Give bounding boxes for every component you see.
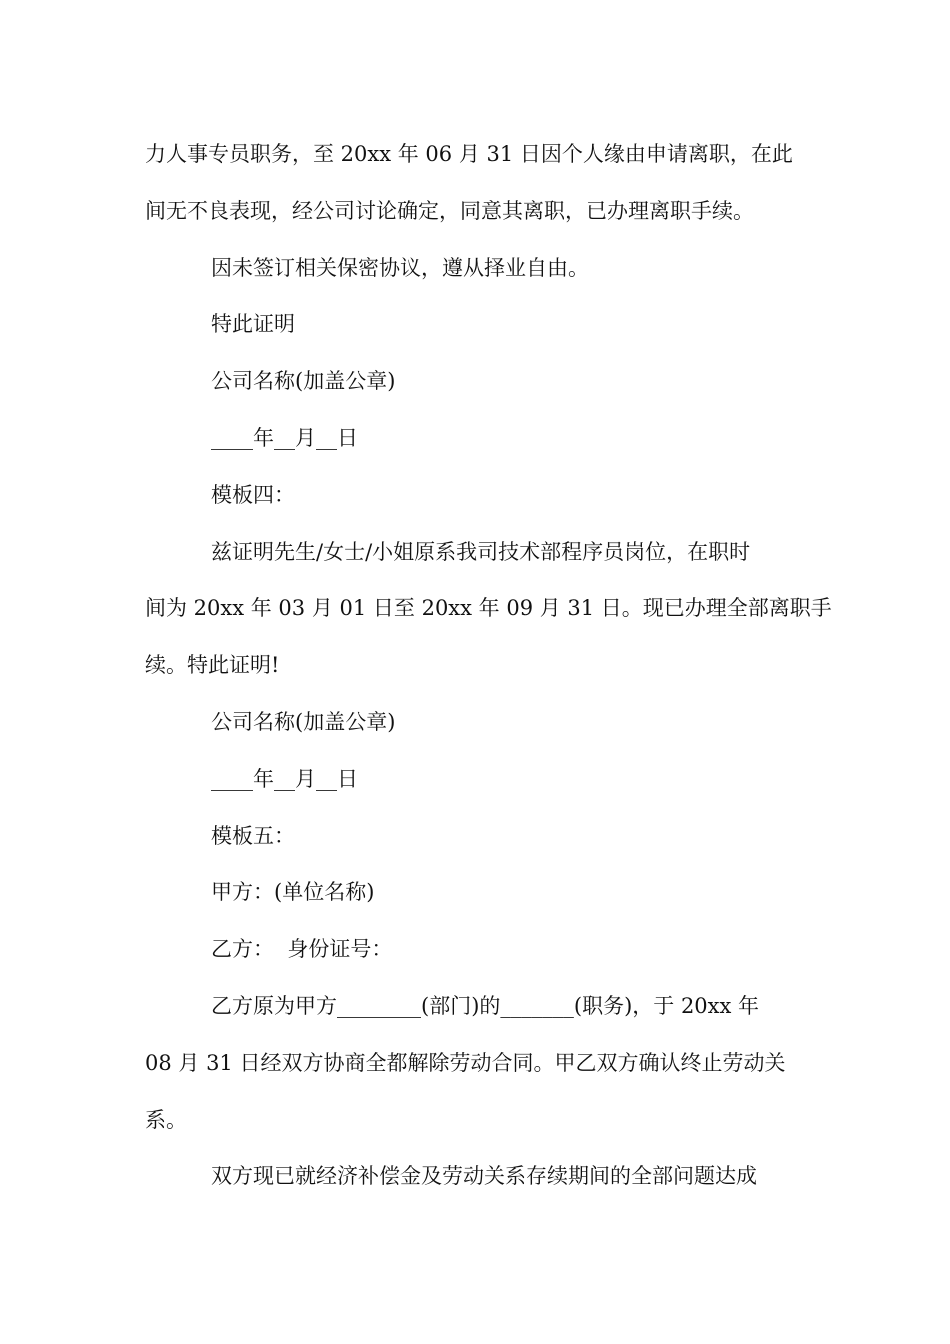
date-blank-2: ____年__月__日	[211, 766, 358, 791]
template-five-heading: 模板五：	[211, 823, 295, 848]
date-blank: ____年__月__日	[211, 425, 358, 450]
template-five-line-1: 乙方原为甲方________(部门)的_______(职务)，于 20xx 年	[211, 993, 760, 1018]
template-four-line-2: 间为 20xx 年 03 月 01 日至 20xx 年 09 月 31 日。现已办理全部离职手	[145, 596, 832, 621]
paragraph-certification: 特此证明	[211, 312, 295, 337]
company-name-seal-2: 公司名称(加盖公章)	[211, 709, 396, 734]
template-five-line-2: 08 月 31 日经双方协商全都解除劳动合同。甲乙双方确认终止劳动关	[145, 1050, 786, 1075]
party-b-line: 乙方： 身份证号：	[211, 937, 393, 962]
paragraph-confidentiality: 因未签订相关保密协议，遵从择业自由。	[211, 255, 589, 280]
company-name-seal: 公司名称(加盖公章)	[211, 369, 396, 394]
template-four-heading: 模板四：	[211, 482, 295, 507]
paragraph-line-1: 力人事专员职务，至 20xx 年 06 月 31 日因个人缘由申请离职，在此	[145, 142, 793, 166]
template-five-line-4: 双方现已就经济补偿金及劳动关系存续期间的全部问题达成	[211, 1164, 757, 1189]
template-four-line-1: 兹证明先生/女士/小姐原系我司技术部程序员岗位，在职时	[211, 539, 751, 564]
party-a-line: 甲方：(单位名称)	[211, 880, 375, 905]
template-five-line-3: 系。	[145, 1107, 187, 1132]
document-body	[145, 126, 832, 1205]
template-four-line-3: 续。特此证明!	[145, 653, 280, 678]
paragraph-line-2: 间无不良表现，经公司讨论确定，同意其离职，已办理离职手续。	[145, 198, 754, 223]
